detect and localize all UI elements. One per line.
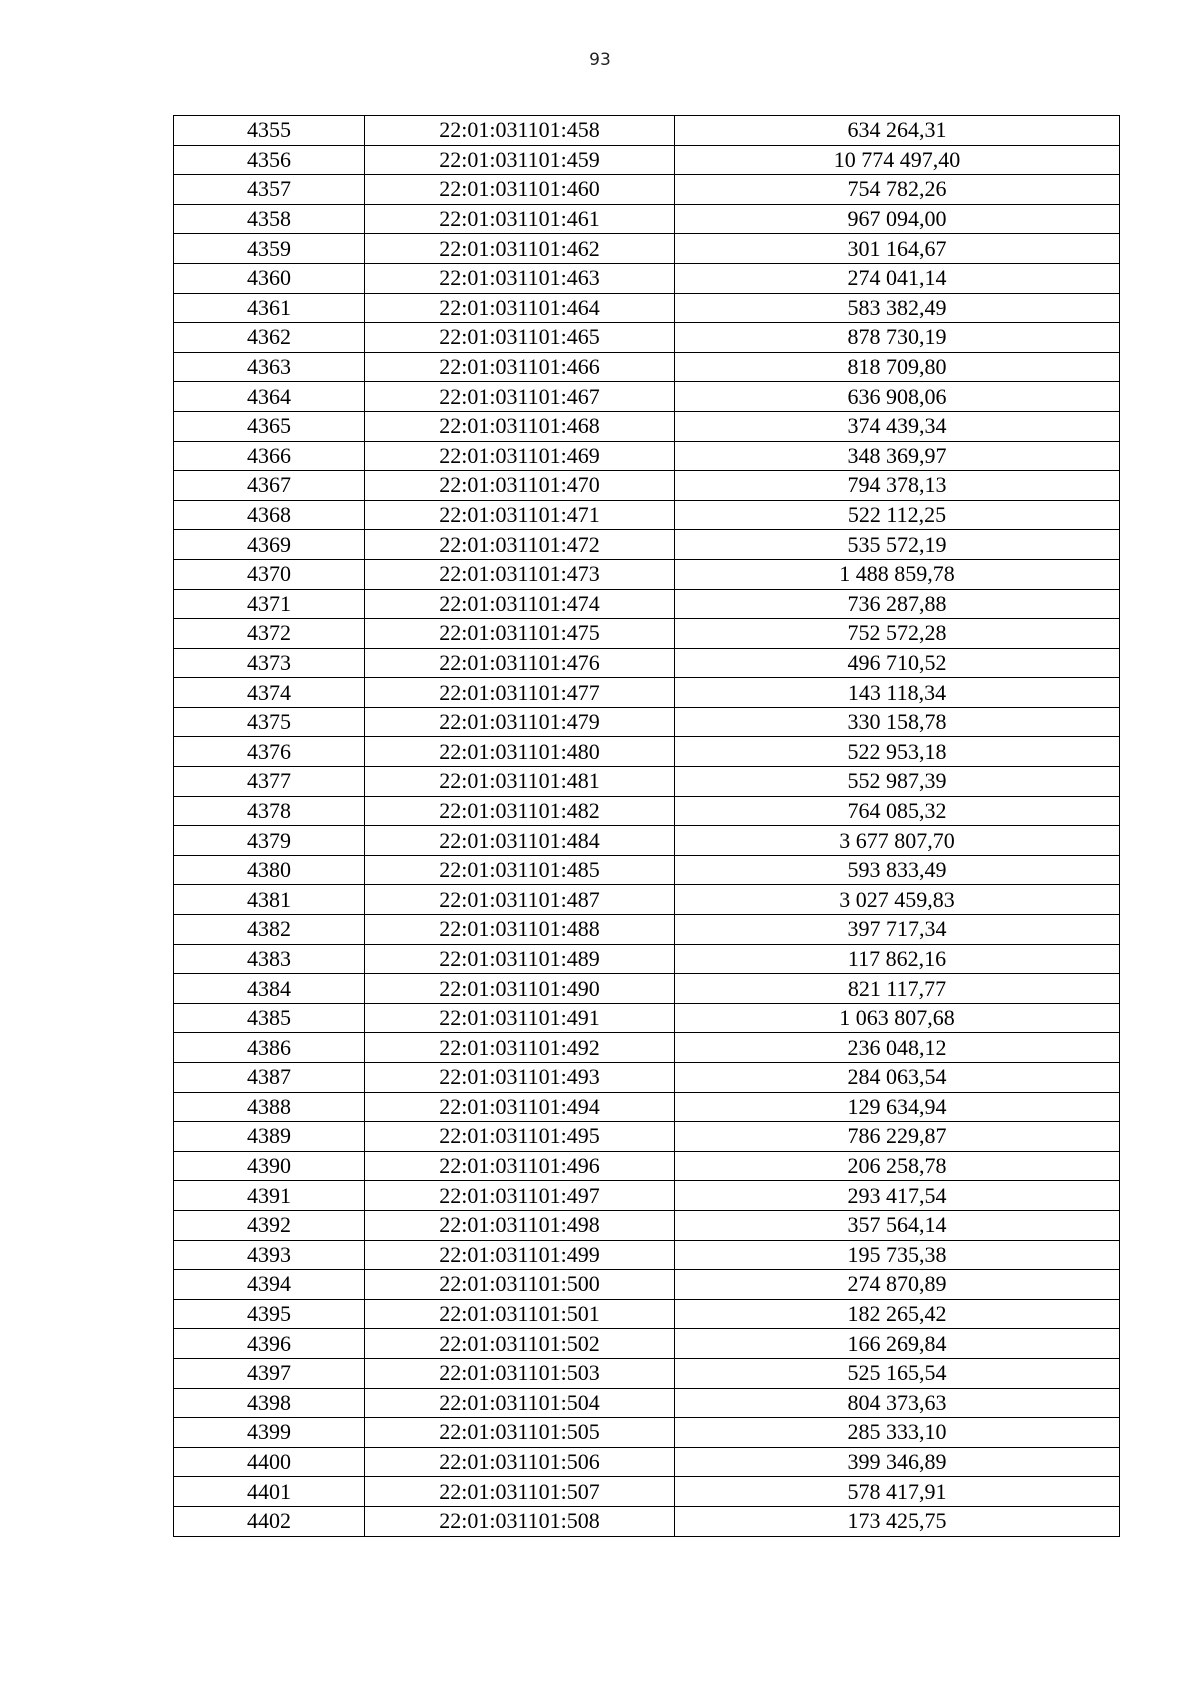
cadastral-value-cell: 117 862,16 — [675, 944, 1120, 974]
cadastral-value-cell: 285 333,10 — [675, 1418, 1120, 1448]
table-row — [174, 145, 1120, 175]
table-row — [174, 1003, 1120, 1033]
cadastral-number-cell: 22:01:031101:507 — [365, 1477, 675, 1507]
cadastral-number-cell: 22:01:031101:465 — [365, 323, 675, 353]
cadastral-number-cell: 22:01:031101:468 — [365, 411, 675, 441]
row-number-cell: 4357 — [174, 175, 365, 205]
row-number-cell: 4387 — [174, 1063, 365, 1093]
row-number-cell: 4362 — [174, 323, 365, 353]
table-row — [174, 323, 1120, 353]
table-row — [174, 737, 1120, 767]
cadastral-value-cell: 1 063 807,68 — [675, 1003, 1120, 1033]
table-row — [174, 441, 1120, 471]
table-row — [174, 382, 1120, 412]
table-row — [174, 1329, 1120, 1359]
cadastral-number-cell: 22:01:031101:489 — [365, 944, 675, 974]
table-row — [174, 1388, 1120, 1418]
cadastral-value-cell: 10 774 497,40 — [675, 145, 1120, 175]
table-row — [174, 530, 1120, 560]
cadastral-value-cell: 399 346,89 — [675, 1447, 1120, 1477]
table-row — [174, 707, 1120, 737]
page-number: 93 — [589, 50, 611, 70]
table-row — [174, 234, 1120, 264]
table-row — [174, 1151, 1120, 1181]
cadastral-value-cell: 173 425,75 — [675, 1506, 1120, 1536]
cadastral-value-cell: 634 264,31 — [675, 116, 1120, 146]
table-row — [174, 885, 1120, 915]
row-number-cell: 4401 — [174, 1477, 365, 1507]
row-number-cell: 4365 — [174, 411, 365, 441]
table-row — [174, 855, 1120, 885]
row-number-cell: 4391 — [174, 1181, 365, 1211]
row-number-cell: 4361 — [174, 293, 365, 323]
cadastral-number-cell: 22:01:031101:482 — [365, 796, 675, 826]
cadastral-value-cell: 593 833,49 — [675, 855, 1120, 885]
cadastral-number-cell: 22:01:031101:470 — [365, 471, 675, 501]
table-row — [174, 1358, 1120, 1388]
row-number-cell: 4388 — [174, 1092, 365, 1122]
cadastral-number-cell: 22:01:031101:473 — [365, 559, 675, 589]
cadastral-value-cell: 274 041,14 — [675, 263, 1120, 293]
cadastral-value-cell: 274 870,89 — [675, 1270, 1120, 1300]
cadastral-value-cell: 752 572,28 — [675, 619, 1120, 649]
row-number-cell: 4386 — [174, 1033, 365, 1063]
table-row — [174, 1477, 1120, 1507]
cadastral-number-cell: 22:01:031101:496 — [365, 1151, 675, 1181]
cadastral-number-cell: 22:01:031101:484 — [365, 826, 675, 856]
cadastral-number-cell: 22:01:031101:479 — [365, 707, 675, 737]
row-number-cell: 4366 — [174, 441, 365, 471]
cadastral-number-cell: 22:01:031101:475 — [365, 619, 675, 649]
table-row — [174, 619, 1120, 649]
table-row — [174, 1122, 1120, 1152]
table-row — [174, 1299, 1120, 1329]
cadastral-number-cell: 22:01:031101:462 — [365, 234, 675, 264]
cadastral-number-cell: 22:01:031101:460 — [365, 175, 675, 205]
cadastral-value-cell: 552 987,39 — [675, 767, 1120, 797]
row-number-cell: 4369 — [174, 530, 365, 560]
cadastral-value-cell: 786 229,87 — [675, 1122, 1120, 1152]
cadastral-value-cell: 736 287,88 — [675, 589, 1120, 619]
cadastral-number-cell: 22:01:031101:488 — [365, 915, 675, 945]
row-number-cell: 4355 — [174, 116, 365, 146]
table-row — [174, 352, 1120, 382]
cadastral-value-cell: 522 953,18 — [675, 737, 1120, 767]
cadastral-number-cell: 22:01:031101:506 — [365, 1447, 675, 1477]
row-number-cell: 4390 — [174, 1151, 365, 1181]
table-row — [174, 1270, 1120, 1300]
row-number-cell: 4360 — [174, 263, 365, 293]
row-number-cell: 4381 — [174, 885, 365, 915]
cadastral-number-cell: 22:01:031101:504 — [365, 1388, 675, 1418]
row-number-cell: 4375 — [174, 707, 365, 737]
cadastral-value-cell: 357 564,14 — [675, 1210, 1120, 1240]
cadastral-number-cell: 22:01:031101:477 — [365, 678, 675, 708]
cadastral-number-cell: 22:01:031101:492 — [365, 1033, 675, 1063]
cadastral-value-cell: 583 382,49 — [675, 293, 1120, 323]
table-row — [174, 263, 1120, 293]
cadastral-number-cell: 22:01:031101:497 — [365, 1181, 675, 1211]
table-row — [174, 974, 1120, 1004]
row-number-cell: 4398 — [174, 1388, 365, 1418]
cadastral-value-cell: 3 027 459,83 — [675, 885, 1120, 915]
table-row — [174, 1033, 1120, 1063]
cadastral-value-cell: 818 709,80 — [675, 352, 1120, 382]
cadastral-number-cell: 22:01:031101:476 — [365, 648, 675, 678]
cadastral-number-cell: 22:01:031101:498 — [365, 1210, 675, 1240]
cadastral-value-cell: 293 417,54 — [675, 1181, 1120, 1211]
cadastral-number-cell: 22:01:031101:505 — [365, 1418, 675, 1448]
cadastral-value-table — [173, 115, 1120, 1537]
cadastral-number-cell: 22:01:031101:464 — [365, 293, 675, 323]
cadastral-value-cell: 301 164,67 — [675, 234, 1120, 264]
cadastral-value-cell: 496 710,52 — [675, 648, 1120, 678]
cadastral-number-cell: 22:01:031101:472 — [365, 530, 675, 560]
cadastral-number-cell: 22:01:031101:458 — [365, 116, 675, 146]
row-number-cell: 4374 — [174, 678, 365, 708]
cadastral-value-cell: 206 258,78 — [675, 1151, 1120, 1181]
cadastral-value-cell: 195 735,38 — [675, 1240, 1120, 1270]
table-row — [174, 559, 1120, 589]
cadastral-number-cell: 22:01:031101:481 — [365, 767, 675, 797]
cadastral-value-cell: 821 117,77 — [675, 974, 1120, 1004]
row-number-cell: 4393 — [174, 1240, 365, 1270]
cadastral-value-cell: 348 369,97 — [675, 441, 1120, 471]
row-number-cell: 4373 — [174, 648, 365, 678]
cadastral-value-cell: 535 572,19 — [675, 530, 1120, 560]
row-number-cell: 4372 — [174, 619, 365, 649]
row-number-cell: 4396 — [174, 1329, 365, 1359]
cadastral-number-cell: 22:01:031101:508 — [365, 1506, 675, 1536]
cadastral-value-cell: 374 439,34 — [675, 411, 1120, 441]
cadastral-value-cell: 129 634,94 — [675, 1092, 1120, 1122]
row-number-cell: 4356 — [174, 145, 365, 175]
table-row — [174, 1506, 1120, 1536]
table-body — [174, 116, 1120, 1537]
cadastral-value-cell: 3 677 807,70 — [675, 826, 1120, 856]
table-row — [174, 1063, 1120, 1093]
cadastral-value-cell: 764 085,32 — [675, 796, 1120, 826]
cadastral-value-cell: 967 094,00 — [675, 204, 1120, 234]
table-row — [174, 1092, 1120, 1122]
cadastral-value-cell: 397 717,34 — [675, 915, 1120, 945]
table-row — [174, 293, 1120, 323]
table-row — [174, 471, 1120, 501]
cadastral-number-cell: 22:01:031101:461 — [365, 204, 675, 234]
cadastral-number-cell: 22:01:031101:493 — [365, 1063, 675, 1093]
cadastral-value-cell: 794 378,13 — [675, 471, 1120, 501]
table-row — [174, 1181, 1120, 1211]
row-number-cell: 4358 — [174, 204, 365, 234]
cadastral-number-cell: 22:01:031101:503 — [365, 1358, 675, 1388]
cadastral-value-cell: 878 730,19 — [675, 323, 1120, 353]
table-row — [174, 826, 1120, 856]
cadastral-number-cell: 22:01:031101:501 — [365, 1299, 675, 1329]
table-row — [174, 1418, 1120, 1448]
row-number-cell: 4378 — [174, 796, 365, 826]
cadastral-value-cell: 182 265,42 — [675, 1299, 1120, 1329]
table-row — [174, 500, 1120, 530]
table-row — [174, 1240, 1120, 1270]
row-number-cell: 4392 — [174, 1210, 365, 1240]
cadastral-number-cell: 22:01:031101:459 — [365, 145, 675, 175]
table-row — [174, 116, 1120, 146]
row-number-cell: 4400 — [174, 1447, 365, 1477]
cadastral-number-cell: 22:01:031101:494 — [365, 1092, 675, 1122]
row-number-cell: 4368 — [174, 500, 365, 530]
row-number-cell: 4380 — [174, 855, 365, 885]
table-row — [174, 678, 1120, 708]
row-number-cell: 4359 — [174, 234, 365, 264]
cadastral-number-cell: 22:01:031101:471 — [365, 500, 675, 530]
cadastral-value-cell: 636 908,06 — [675, 382, 1120, 412]
cadastral-number-cell: 22:01:031101:469 — [365, 441, 675, 471]
cadastral-number-cell: 22:01:031101:485 — [365, 855, 675, 885]
cadastral-number-cell: 22:01:031101:474 — [365, 589, 675, 619]
row-number-cell: 4383 — [174, 944, 365, 974]
cadastral-value-cell: 236 048,12 — [675, 1033, 1120, 1063]
row-number-cell: 4385 — [174, 1003, 365, 1033]
cadastral-value-cell: 804 373,63 — [675, 1388, 1120, 1418]
row-number-cell: 4370 — [174, 559, 365, 589]
row-number-cell: 4382 — [174, 915, 365, 945]
cadastral-value-cell: 166 269,84 — [675, 1329, 1120, 1359]
cadastral-value-cell: 330 158,78 — [675, 707, 1120, 737]
table-row — [174, 411, 1120, 441]
row-number-cell: 4402 — [174, 1506, 365, 1536]
row-number-cell: 4376 — [174, 737, 365, 767]
cadastral-number-cell: 22:01:031101:466 — [365, 352, 675, 382]
row-number-cell: 4379 — [174, 826, 365, 856]
table-row — [174, 175, 1120, 205]
cadastral-value-cell: 284 063,54 — [675, 1063, 1120, 1093]
table-row — [174, 796, 1120, 826]
row-number-cell: 4364 — [174, 382, 365, 412]
cadastral-value-cell: 522 112,25 — [675, 500, 1120, 530]
cadastral-value-cell: 578 417,91 — [675, 1477, 1120, 1507]
cadastral-value-cell: 1 488 859,78 — [675, 559, 1120, 589]
row-number-cell: 4394 — [174, 1270, 365, 1300]
cadastral-number-cell: 22:01:031101:487 — [365, 885, 675, 915]
table-row — [174, 589, 1120, 619]
table-row — [174, 944, 1120, 974]
table-row — [174, 1210, 1120, 1240]
row-number-cell: 4395 — [174, 1299, 365, 1329]
table-row — [174, 767, 1120, 797]
table-row — [174, 1447, 1120, 1477]
cadastral-value-cell: 143 118,34 — [675, 678, 1120, 708]
cadastral-number-cell: 22:01:031101:499 — [365, 1240, 675, 1270]
cadastral-number-cell: 22:01:031101:495 — [365, 1122, 675, 1152]
row-number-cell: 4399 — [174, 1418, 365, 1448]
table-row — [174, 648, 1120, 678]
table-row — [174, 915, 1120, 945]
cadastral-value-cell: 525 165,54 — [675, 1358, 1120, 1388]
row-number-cell: 4397 — [174, 1358, 365, 1388]
cadastral-number-cell: 22:01:031101:500 — [365, 1270, 675, 1300]
cadastral-value-cell: 754 782,26 — [675, 175, 1120, 205]
cadastral-number-cell: 22:01:031101:490 — [365, 974, 675, 1004]
row-number-cell: 4389 — [174, 1122, 365, 1152]
row-number-cell: 4384 — [174, 974, 365, 1004]
row-number-cell: 4377 — [174, 767, 365, 797]
cadastral-number-cell: 22:01:031101:480 — [365, 737, 675, 767]
row-number-cell: 4371 — [174, 589, 365, 619]
table-row — [174, 204, 1120, 234]
cadastral-number-cell: 22:01:031101:467 — [365, 382, 675, 412]
row-number-cell: 4367 — [174, 471, 365, 501]
cadastral-number-cell: 22:01:031101:491 — [365, 1003, 675, 1033]
row-number-cell: 4363 — [174, 352, 365, 382]
cadastral-number-cell: 22:01:031101:463 — [365, 263, 675, 293]
cadastral-number-cell: 22:01:031101:502 — [365, 1329, 675, 1359]
